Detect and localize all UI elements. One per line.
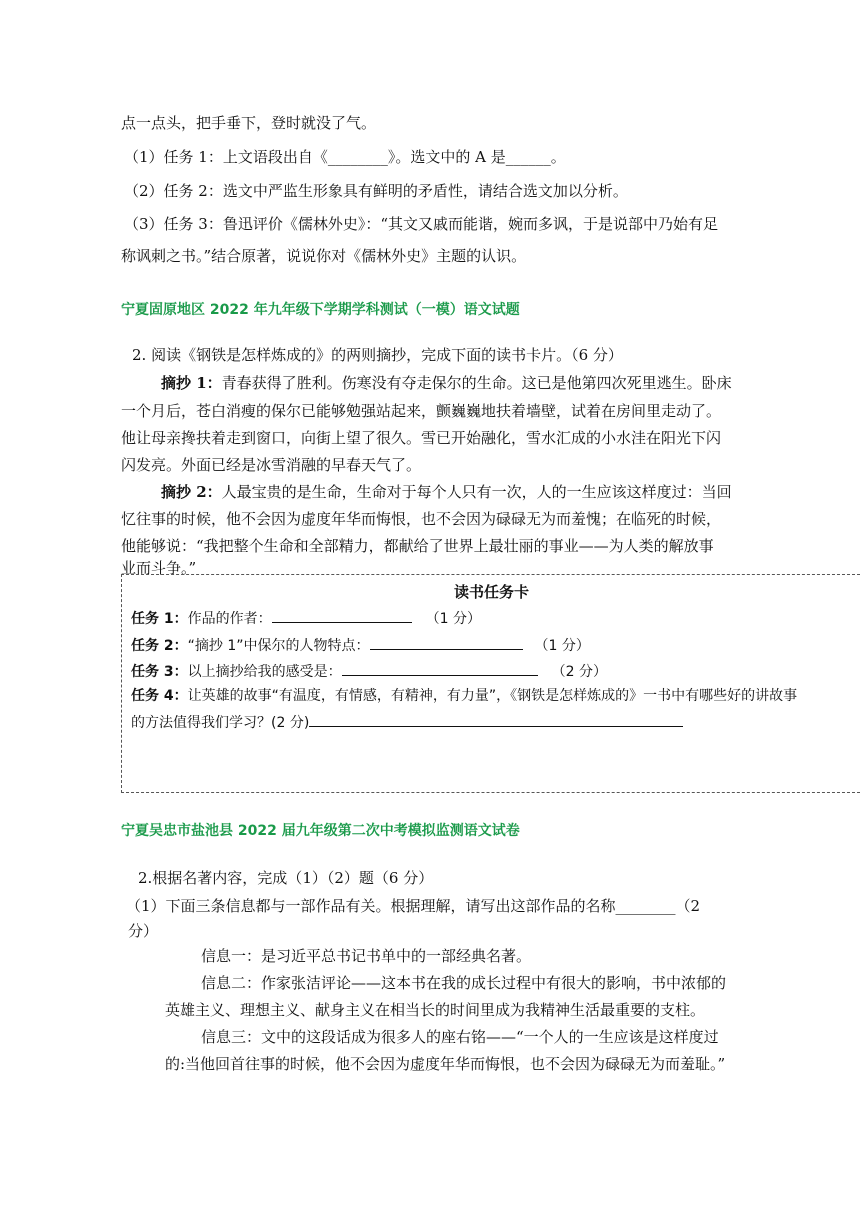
task-2-label: 任务 2： [131,638,188,654]
task-4 [131,687,797,705]
task-1-text: 作品的作者： [187,611,272,627]
info-3-line-1: 信息三：文中的这段话成为很多人的座右铭——“一个人的一生应该是这样度过 [201,1028,719,1046]
task-2-text: “摘抄 1”中保尔的人物特点： [187,638,370,654]
info-2-line-1: 信息二：作家张洁评论——这本书在我的成长过程中有很大的影响，书中浓郁的 [201,974,727,992]
excerpt-1-text: 青春获得了胜利。伤寒没有夺走保尔的生命。这已是他第四次死里逃生。卧床 [221,374,732,392]
excerpt-2-text: 人最宝贵的是生命，生命对于每个人只有一次，人的一生应该这样度过：当回 [221,483,732,501]
task-4-label: 任务 4： [131,688,188,704]
task-1-score: （1 分） [425,611,481,627]
task-3 [131,661,607,681]
excerpt-1-line-1 [161,373,732,393]
task-3-text: 以上摘抄给我的感受是： [187,664,342,680]
card-title: 读书任务卡 [453,583,529,601]
task-1-answer-blank[interactable] [272,608,412,623]
task-1 [131,608,481,628]
section-heading: 宁夏固原地区 2022 年九年级下学期学科测试（一模）语文试题 [121,302,520,318]
task-3-label: 任务 3： [131,664,188,680]
excerpt-1-label: 摘抄 1： [161,374,222,392]
section-heading: 宁夏吴忠市盐池县 2022 届九年级第二次中考模拟监测语文试卷 [121,823,520,839]
excerpt-2-label: 摘抄 2： [161,483,222,501]
excerpt-1-line-3: 他让母亲搀扶着走到窗口，向街上望了很久。雪已开始融化，雪水汇成的小水洼在阳光下闪 [121,429,722,447]
task-3-answer-blank[interactable] [342,661,538,676]
excerpt-2-line-1 [161,482,732,502]
task-3-score: （2 分） [551,664,607,680]
question-3-line-1: （3）任务 3：鲁迅评价《儒林外史》：“其文又戚而能谐，婉而多讽，于是说部中乃始有足 [124,215,719,233]
task-2-score: （1 分） [534,638,590,654]
info-2-line-2: 英雄主义、理想主义、献身主义在相当长的时间里成为我精神生活最重要的支柱。 [165,1001,706,1019]
task-4-text-2: 的方法值得我们学习？(2 分) [131,715,310,731]
task-4-answer-blank[interactable] [309,712,683,727]
question-1-line-2: 分） [128,922,159,940]
excerpt-2-line-4: 业而斗争。” [121,559,197,577]
task-2 [131,635,590,655]
question-2: （2）任务 2：选文中严监生形象具有鲜明的矛盾性，请结合选文加以分析。 [124,182,628,200]
task-2-answer-blank[interactable] [370,635,523,650]
info-3-line-2: 的:当他回首往事的时候，他不会因为虚度年华而悔恨，也不会因为碌碌无为而羞耻。” [165,1055,726,1073]
section-intro: 2.根据名著内容，完成（1）（2）题（6 分） [138,869,434,887]
excerpt-1-line-2: 一个月后，苍白消瘦的保尔已能够勉强站起来，颤巍巍地扶着墙壁，试着在房间里走动了。 [121,402,722,420]
reading-task-card [121,574,860,793]
task-1-label: 任务 1： [131,611,188,627]
task-4-line-2 [131,712,683,732]
task-4-text: 让英雄的故事“有温度，有情感，有精神，有力量”，《钢铁是怎样炼成的》一书中有哪些好的讲故事 [187,688,798,704]
excerpt-2-line-2: 忆往事的时候，他不会因为虚度年华而悔恨，也不会因为碌碌无为而羞愧；在临死的时候， [121,510,722,528]
question-3-line-2: 称讽刺之书。”结合原著，说说你对《儒林外史》主题的认识。 [121,247,527,265]
section-intro: 2. 阅读《钢铁是怎样炼成的》的两则摘抄，完成下面的读书卡片。（6 分） [132,346,623,364]
excerpt-2-line-3: 他能够说：“我把整个生命和全部精力，都献给了世界上最壮丽的事业——为人类的解放事 [121,537,714,555]
question-1: （1）任务 1：上文语段出自《________》。选文中的 A 是______。 [124,148,566,166]
excerpt-1-line-4: 闪发亮。外面已经是冰雪消融的早春天气了。 [121,456,422,474]
info-1: 信息一：是习近平总书记书单中的一部经典名著。 [201,947,532,965]
question-1-line-1: （1）下面三条信息都与一部作品有关。根据理解，请写出这部作品的名称________（2 [126,897,701,915]
text-line: 点一点头，把手垂下，登时就没了气。 [121,114,377,132]
